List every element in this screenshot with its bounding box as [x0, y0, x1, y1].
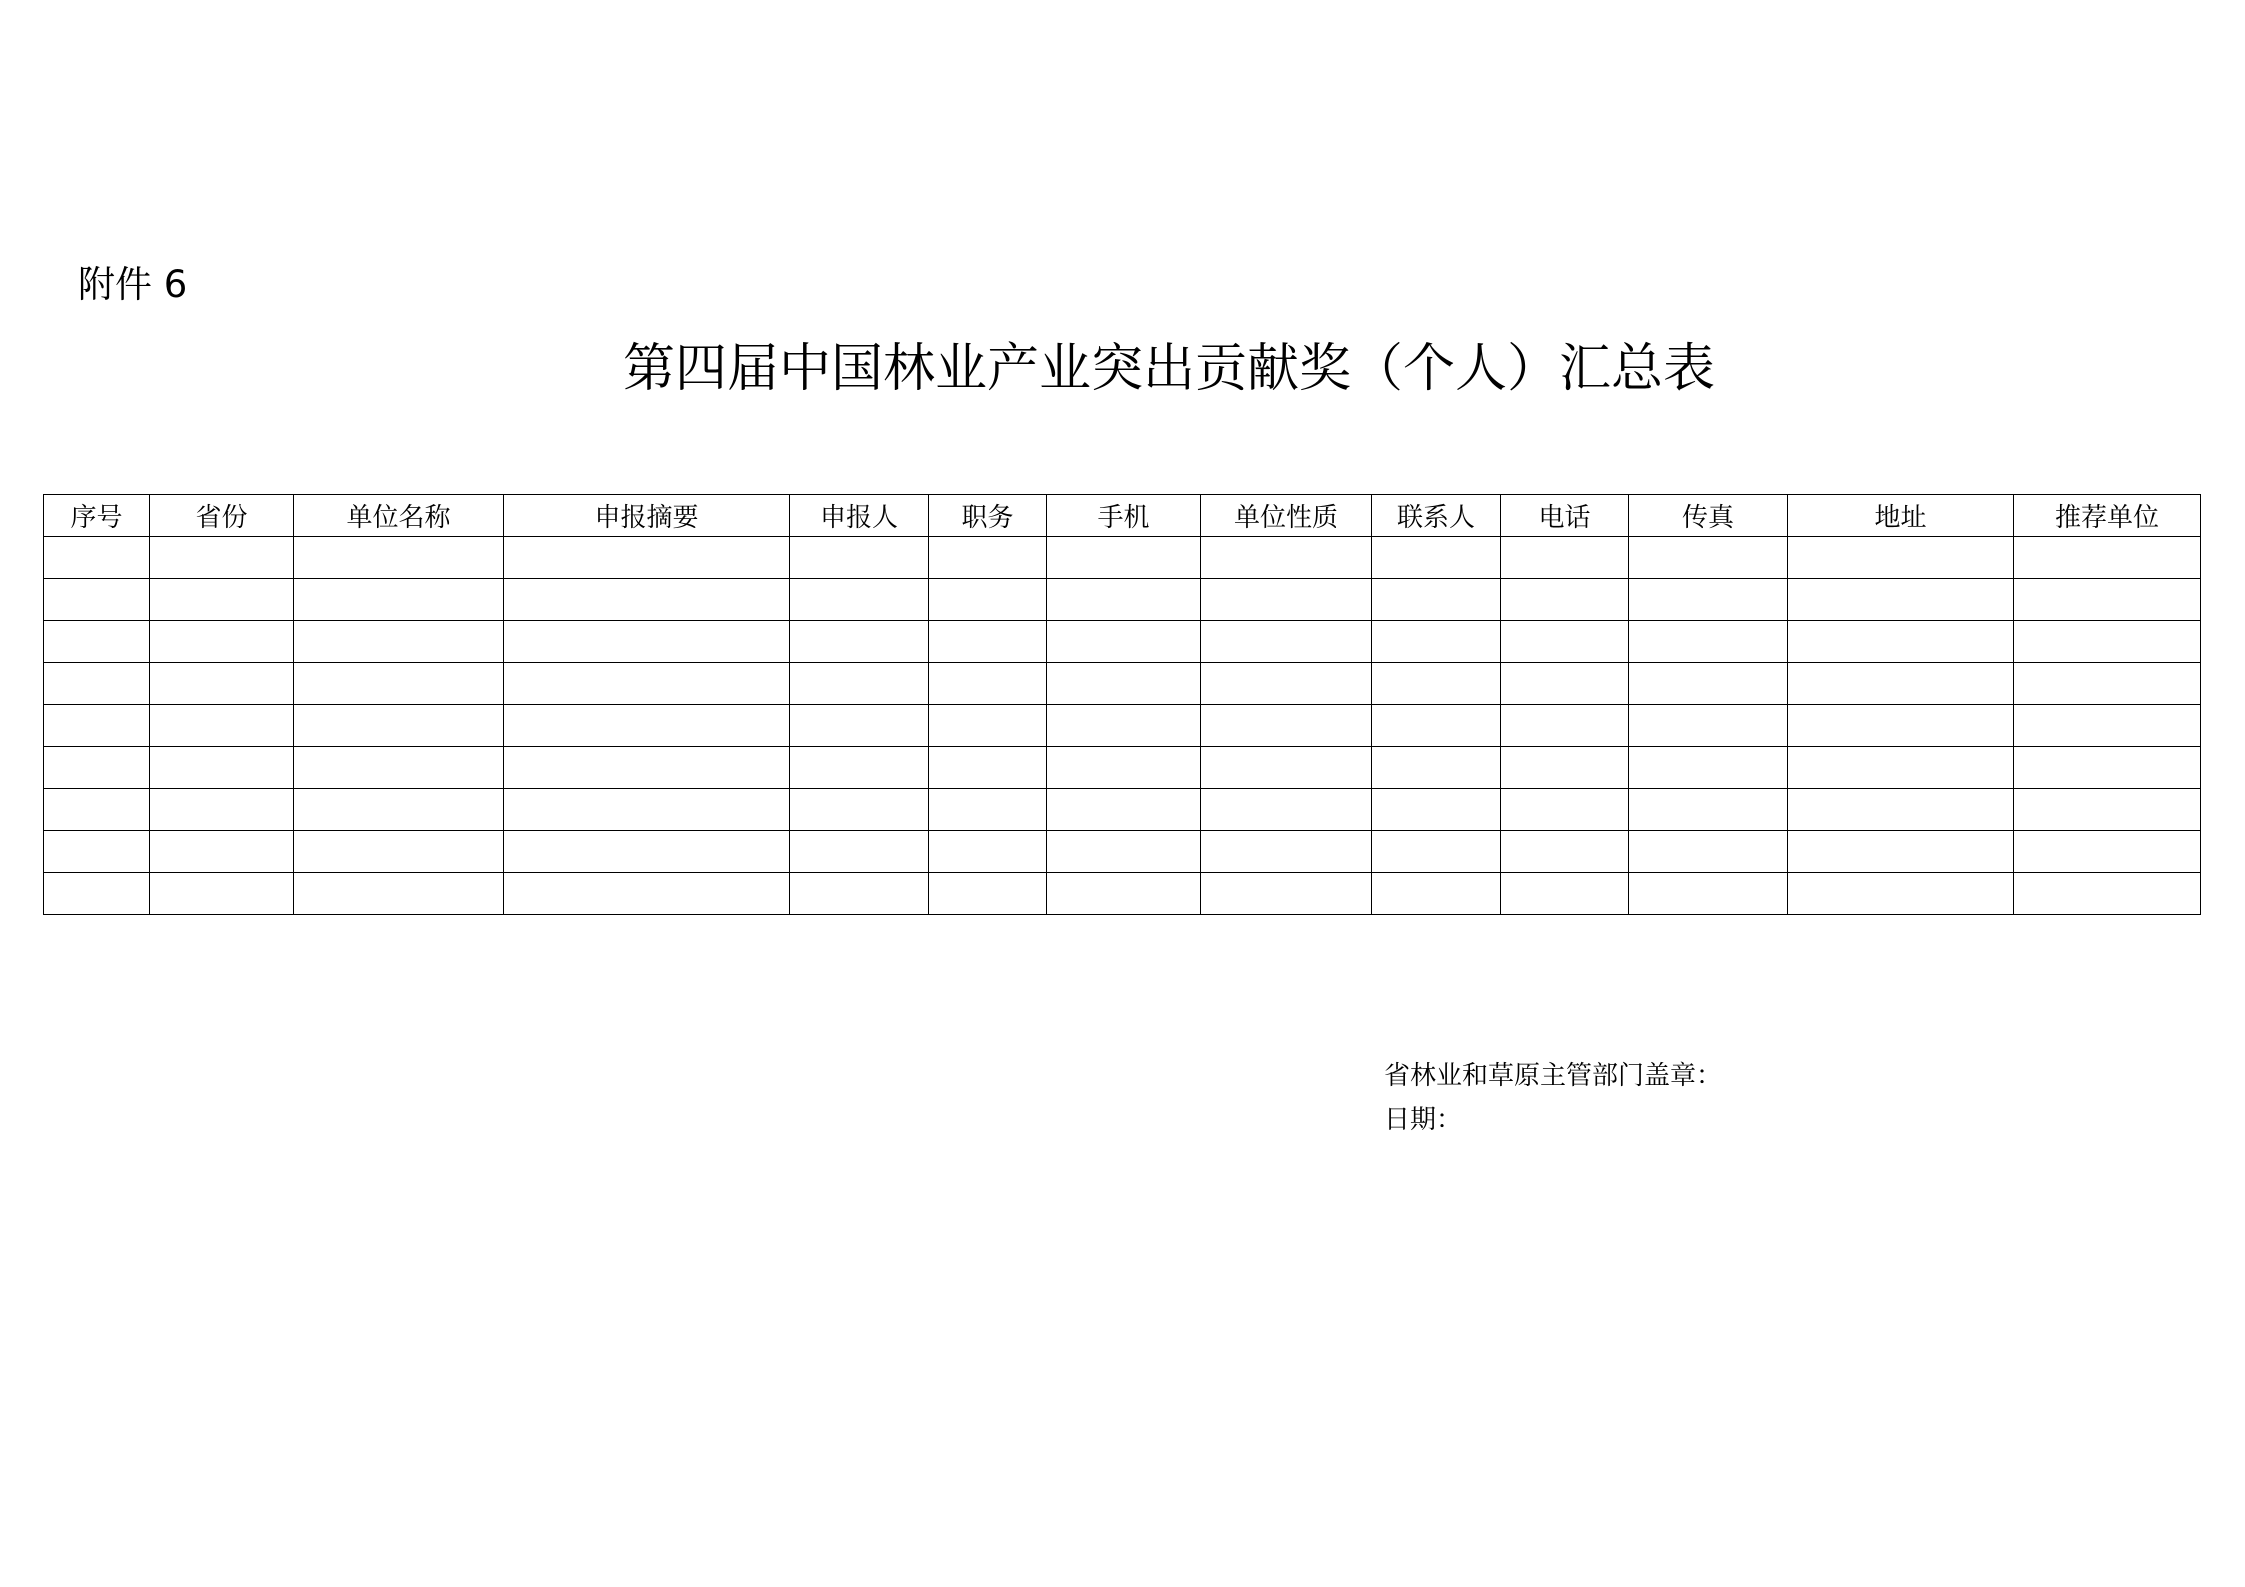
- table-cell: [929, 705, 1047, 747]
- header-mobile: 手机: [1047, 495, 1201, 537]
- table-cell: [44, 747, 150, 789]
- table-cell: [1201, 747, 1372, 789]
- table-cell: [790, 537, 929, 579]
- table-cell: [1501, 705, 1629, 747]
- table-cell: [1629, 789, 1788, 831]
- attachment-label: 附件 6: [78, 263, 188, 306]
- table-cell: [294, 873, 504, 915]
- table-cell: [504, 621, 790, 663]
- table-cell: [790, 621, 929, 663]
- table-cell: [1501, 579, 1629, 621]
- table-cell: [1372, 873, 1501, 915]
- table-cell: [929, 537, 1047, 579]
- table-row: [44, 579, 2201, 621]
- table-cell: [1629, 579, 1788, 621]
- document-title: 第四届中国林业产业突出贡献奖（个人）汇总表: [622, 339, 1715, 399]
- table-cell: [1372, 579, 1501, 621]
- table-cell: [150, 663, 294, 705]
- table-cell: [1629, 873, 1788, 915]
- table-cell: [1629, 747, 1788, 789]
- table-cell: [1629, 537, 1788, 579]
- table-cell: [929, 873, 1047, 915]
- table-cell: [44, 537, 150, 579]
- table-cell: [44, 789, 150, 831]
- header-recommending-unit: 推荐单位: [2014, 495, 2201, 537]
- table-cell: [2014, 873, 2201, 915]
- table-cell: [504, 873, 790, 915]
- table-cell: [1629, 705, 1788, 747]
- table-cell: [2014, 579, 2201, 621]
- table-cell: [294, 537, 504, 579]
- table-cell: [2014, 705, 2201, 747]
- table-cell: [2014, 621, 2201, 663]
- table-cell: [44, 705, 150, 747]
- table-cell: [150, 579, 294, 621]
- table-cell: [2014, 663, 2201, 705]
- header-address: 地址: [1788, 495, 2014, 537]
- table-cell: [1372, 789, 1501, 831]
- table-cell: [504, 831, 790, 873]
- header-application-summary: 申报摘要: [504, 495, 790, 537]
- table-cell: [2014, 789, 2201, 831]
- table-cell: [1047, 831, 1201, 873]
- table-cell: [44, 873, 150, 915]
- date-label: 日期：: [1384, 1105, 1463, 1135]
- table-cell: [790, 789, 929, 831]
- table-cell: [929, 789, 1047, 831]
- table-cell: [1372, 831, 1501, 873]
- table-cell: [1788, 621, 2014, 663]
- table-cell: [294, 831, 504, 873]
- table-row: [44, 831, 2201, 873]
- table-cell: [1629, 831, 1788, 873]
- table-cell: [2014, 747, 2201, 789]
- table-cell: [504, 663, 790, 705]
- table-cell: [44, 831, 150, 873]
- table-cell: [294, 621, 504, 663]
- header-telephone: 电话: [1501, 495, 1629, 537]
- table-header-row: [44, 495, 2201, 537]
- table-cell: [504, 537, 790, 579]
- table-cell: [1501, 789, 1629, 831]
- table-cell: [294, 663, 504, 705]
- header-fax: 传真: [1629, 495, 1788, 537]
- table-cell: [1501, 537, 1629, 579]
- table-cell: [150, 537, 294, 579]
- table-row: [44, 873, 2201, 915]
- table-cell: [790, 579, 929, 621]
- table-cell: [294, 579, 504, 621]
- table-cell: [1501, 831, 1629, 873]
- table-cell: [1047, 621, 1201, 663]
- table-cell: [790, 831, 929, 873]
- table-cell: [929, 621, 1047, 663]
- table-cell: [44, 579, 150, 621]
- table-cell: [1501, 873, 1629, 915]
- table-cell: [1788, 789, 2014, 831]
- table-row: [44, 705, 2201, 747]
- table-cell: [504, 747, 790, 789]
- table-cell: [1788, 663, 2014, 705]
- table-cell: [1501, 747, 1629, 789]
- table-cell: [1788, 705, 2014, 747]
- table-cell: [1201, 705, 1372, 747]
- table-cell: [150, 789, 294, 831]
- table-cell: [504, 705, 790, 747]
- table-cell: [1788, 873, 2014, 915]
- table-cell: [929, 831, 1047, 873]
- table-cell: [1201, 537, 1372, 579]
- table-cell: [1372, 705, 1501, 747]
- table-row: [44, 621, 2201, 663]
- table-row: [44, 663, 2201, 705]
- table-cell: [1201, 579, 1372, 621]
- table-cell: [790, 663, 929, 705]
- table-cell: [1047, 537, 1201, 579]
- table-cell: [1629, 621, 1788, 663]
- table-cell: [1501, 621, 1629, 663]
- table-cell: [1372, 537, 1501, 579]
- table-row: [44, 747, 2201, 789]
- table-cell: [790, 747, 929, 789]
- seal-label: 省林业和草原主管部门盖章：: [1384, 1061, 1723, 1091]
- table-cell: [1629, 663, 1788, 705]
- header-unit-nature: 单位性质: [1201, 495, 1372, 537]
- table-cell: [1201, 621, 1372, 663]
- table-cell: [1047, 789, 1201, 831]
- table-cell: [1047, 873, 1201, 915]
- table-cell: [790, 873, 929, 915]
- table-cell: [790, 705, 929, 747]
- table-row: [44, 537, 2201, 579]
- table-cell: [1372, 663, 1501, 705]
- table-cell: [2014, 831, 2201, 873]
- footer-signature-block: [1384, 1054, 1722, 1142]
- header-applicant: 申报人: [790, 495, 929, 537]
- table-cell: [150, 705, 294, 747]
- table-cell: [294, 705, 504, 747]
- table-cell: [504, 789, 790, 831]
- table-cell: [1372, 621, 1501, 663]
- table-cell: [1201, 873, 1372, 915]
- summary-table: [43, 494, 2201, 915]
- table-cell: [150, 621, 294, 663]
- table-cell: [1047, 663, 1201, 705]
- table-cell: [44, 663, 150, 705]
- table-cell: [1201, 789, 1372, 831]
- table-cell: [1788, 747, 2014, 789]
- table-cell: [294, 789, 504, 831]
- table-cell: [294, 747, 504, 789]
- table-cell: [1201, 831, 1372, 873]
- table-cell: [1047, 705, 1201, 747]
- table-cell: [1047, 579, 1201, 621]
- table-cell: [1501, 663, 1629, 705]
- table-row: [44, 789, 2201, 831]
- header-contact-person: 联系人: [1372, 495, 1501, 537]
- table-cell: [1372, 747, 1501, 789]
- table-cell: [1788, 579, 2014, 621]
- table-cell: [929, 747, 1047, 789]
- table-cell: [1788, 831, 2014, 873]
- header-serial-number: 序号: [44, 495, 150, 537]
- table-cell: [1788, 537, 2014, 579]
- table-cell: [2014, 537, 2201, 579]
- table-cell: [504, 579, 790, 621]
- header-unit-name: 单位名称: [294, 495, 504, 537]
- table-cell: [150, 747, 294, 789]
- table-cell: [929, 579, 1047, 621]
- table-cell: [929, 663, 1047, 705]
- table-cell: [1047, 747, 1201, 789]
- table-cell: [150, 873, 294, 915]
- table-cell: [44, 621, 150, 663]
- header-position: 职务: [929, 495, 1047, 537]
- header-province: 省份: [150, 495, 294, 537]
- table-body: [44, 537, 2201, 915]
- table-cell: [150, 831, 294, 873]
- table-cell: [1201, 663, 1372, 705]
